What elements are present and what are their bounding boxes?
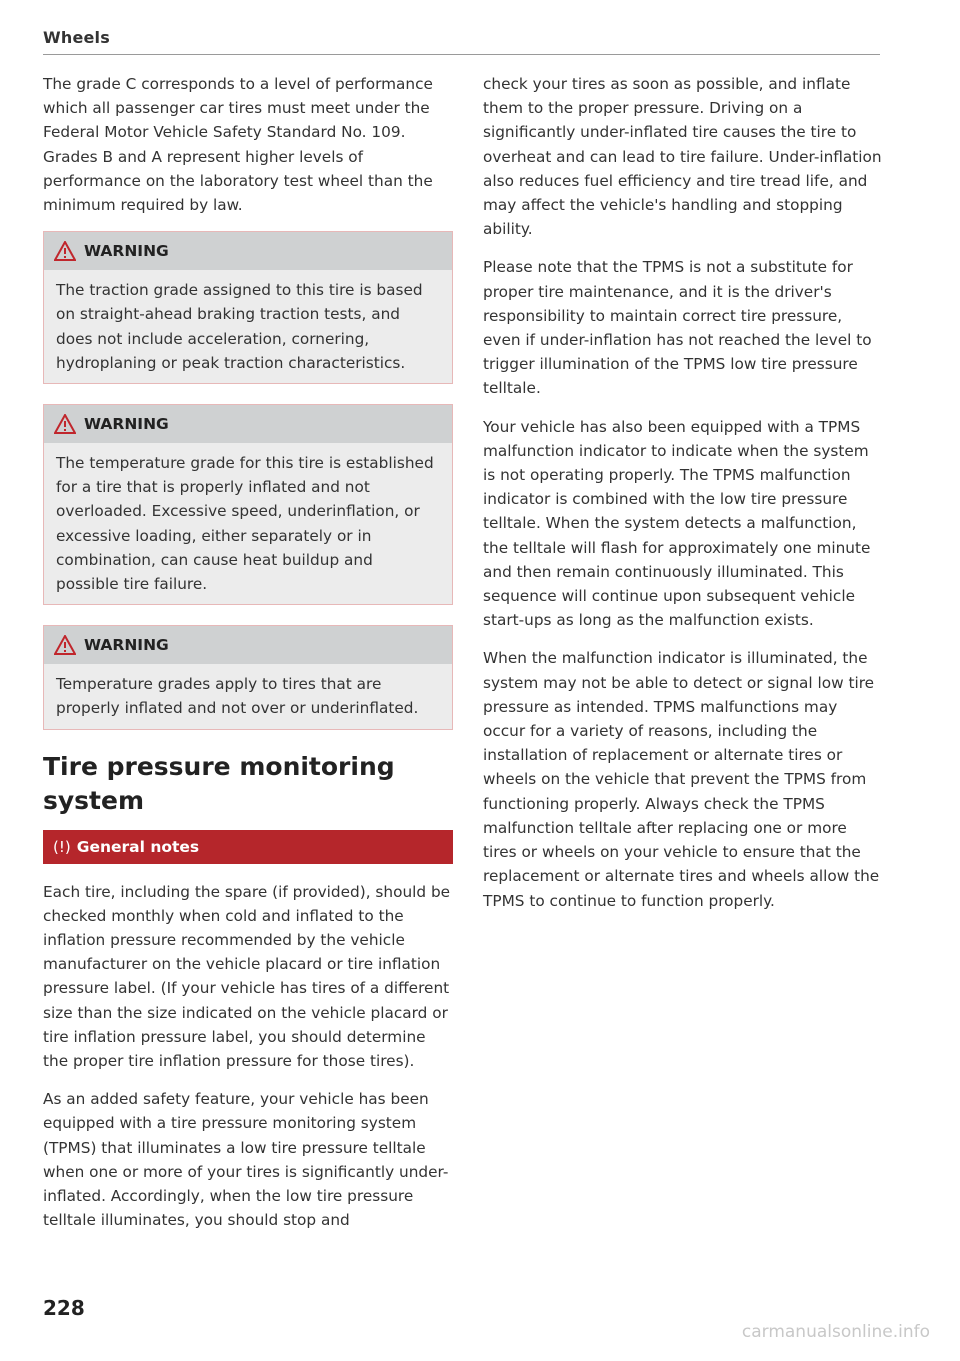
warning-text: The traction grade assigned to this tire is based on straight-ahead braking traction tests, and does not include acceleration, cornering, hydroplaning or peak traction characteristics. [44, 270, 452, 383]
warning-box-3 [43, 625, 453, 729]
warning-triangle-icon [54, 635, 76, 655]
header-title: Wheels [43, 28, 110, 47]
notice-icon: (!) [53, 837, 71, 856]
subheading-bar [43, 830, 453, 864]
warning-header [44, 232, 452, 270]
warning-label: WARNING [84, 415, 169, 434]
warning-text: Temperature grades apply to tires that are properly inflated and not over or underinflated. [44, 664, 452, 728]
body-paragraph: Your vehicle has also been equipped with a TPMS malfunction indicator to indicate when the system is not operating properly. The TPMS malfunction indicator is combined with the low tire pressure telltale. When the system detects a malfunction, the telltale will flash for approximately one minute and then remain continuously illuminated. This sequence will continue upon subsequent vehicle start-ups as long as the malfunction exists. [483, 417, 871, 630]
warning-triangle-icon [54, 414, 76, 434]
warning-triangle-icon [54, 241, 76, 261]
watermark: carmanualsonline.info [741, 1322, 930, 1342]
subheading-label: General notes [76, 837, 200, 856]
left-column [43, 72, 453, 1247]
warning-label: WARNING [84, 636, 169, 655]
warning-label: WARNING [84, 242, 169, 261]
page-header [43, 28, 880, 55]
warning-box-2 [43, 404, 453, 605]
warning-header [44, 405, 452, 443]
body-paragraph: When the malfunction indicator is illuminated, the system may not be able to detect or signal low tire pressure as intended. TPMS malfunctions may occur for a variety of reasons, including the installation of replacement or alternate tires or wheels on the vehicle that prevent the TPMS from functioning properly. Always check the TPMS malfunction telltale after replacing one or more tires or wheels on your vehicle to ensure that the replacement or alternate tires and wheels allow the TPMS to continue to function properly. [483, 649, 880, 910]
body-paragraph: Each tire, including the spare (if provided), should be checked monthly when cold and inflated to the inflation pressure recommended by the vehicle manufacturer on the vehicle placard or tire inflation pressure label. (If your vehicle has tires of a different size than the size indicated on the vehicle placard or tire inflation pressure label, you should determine the proper tire inflation pressure for those tires). [43, 882, 451, 1071]
right-column [483, 72, 883, 927]
body-paragraph: As an added safety feature, your vehicle has been equipped with a tire pressure monitoring system (TPMS) that illuminates a low tire pressure telltale when one or more of your tires is significantly under-inflated. Accordingly, when the low tire pressure telltale illuminates, you should stop and [43, 1090, 449, 1230]
page-number: 228 [43, 1296, 85, 1320]
section-title: Tire pressure monitoring system [43, 751, 395, 815]
body-paragraph: check your tires as soon as possible, and inflate them to the proper pressure. Driving on a significantly under-inflated tire causes the tire to overheat and can lead to tire failure. Under-inflation also reduces fuel efficiency and tire tread life, and may affect the vehicle's handling and stopping ability. [483, 75, 882, 239]
warning-box-1 [43, 231, 453, 384]
intro-paragraph: The grade C corresponds to a level of performance which all passenger car tires must meet under the Federal Motor Vehicle Safety Standard No. 109. Grades B and A represent higher levels of performance on the laboratory test wheel than the minimum required by law. [43, 75, 433, 215]
warning-header [44, 626, 452, 664]
body-paragraph: Please note that the TPMS is not a substitute for proper tire maintenance, and it is the driver's responsibility to maintain correct tire pressure, even if under-inflation has not reached the level to trigger illumination of the TPMS low tire pressure telltale. [483, 258, 872, 398]
warning-text: The temperature grade for this tire is established for a tire that is properly inflated and not overloaded. Excessive speed, underinflation, or excessive loading, either separately or in combination, can cause heat buildup and possible tire failure. [44, 443, 452, 604]
